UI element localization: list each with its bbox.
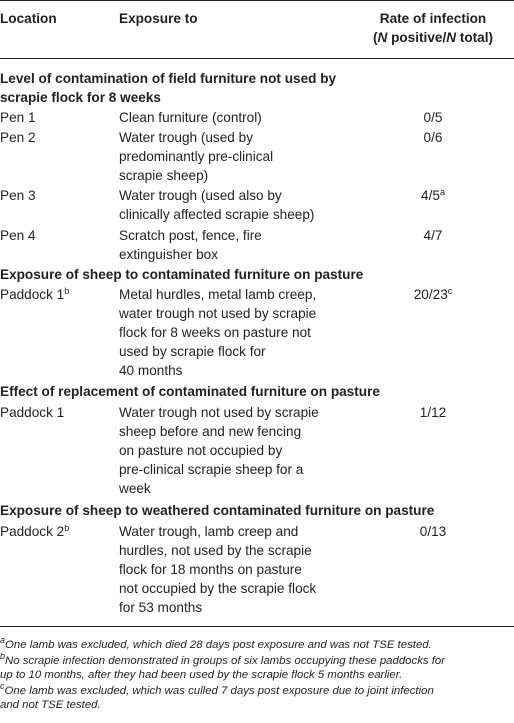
header-rate: Rate of infection	[379, 11, 487, 26]
row-rate: 4/7	[423, 228, 443, 243]
footnote: $^a$One lamb was excluded, which died 28 days post exposure and was not TSE tested.	[0, 635, 432, 651]
row-exposure: Water trough, lamb creep and	[119, 524, 299, 539]
row-rate: 4/5$^a$	[421, 187, 445, 203]
row-exposure: clinically affected scrapie sheep)	[119, 207, 315, 222]
row-exposure: predominantly pre-clinical	[119, 149, 274, 164]
row-exposure: on pasture not occupied by	[119, 443, 283, 458]
footnote-mark: b	[64, 523, 70, 533]
header-location: Location	[0, 11, 57, 26]
row-exposure: hurdles, not used by the scrapie	[119, 543, 312, 558]
row-exposure: not occupied by the scrapie flock	[119, 581, 317, 596]
row-exposure: scrapie sheep)	[119, 168, 209, 183]
row-exposure: used by scrapie flock for	[119, 344, 266, 359]
row-exposure: Water trough not used by scrapie	[119, 405, 319, 420]
row-rate: 20/23$^c$	[413, 286, 453, 302]
section-title: scrapie flock for 8 weeks	[0, 90, 161, 105]
row-exposure: flock for 8 weeks on pasture not	[119, 325, 311, 340]
row-exposure: Water trough (used by	[119, 130, 253, 145]
header-rate-sub: (N positive/N total)	[372, 30, 494, 45]
row-exposure: for 53 months	[119, 600, 203, 615]
row-location: Paddock 2$^b$	[0, 523, 70, 539]
bottom-rule	[0, 626, 514, 627]
footnote: up to 10 months, after they had been used by the scrapie flock 5 months earlier.	[0, 669, 403, 681]
row-exposure: water trough not used by scrapie	[119, 306, 317, 321]
footnote-mark: b	[64, 286, 70, 296]
section-title: Exposure of sheep to contaminated furniture on pasture	[0, 267, 364, 282]
row-exposure: sheep before and new fencing	[119, 424, 302, 439]
section-title: Level of contamination of field furniture not used by	[0, 71, 337, 86]
row-location: Pen 1	[0, 110, 36, 125]
row-exposure: week	[119, 481, 151, 496]
row-exposure: Clean furniture (control)	[119, 110, 262, 125]
footnote-mark: a	[439, 187, 445, 197]
footnote: $^b$No scrapie infection demonstrated in groups of six lambs occupying these paddocks for	[0, 651, 446, 667]
header-rule	[0, 58, 514, 59]
footnote: $^c$One lamb was excluded, which was culled 7 days post exposure due to joint infection	[0, 681, 434, 697]
row-exposure: pre-clinical scrapie sheep for a	[119, 462, 304, 477]
section-title: Exposure of sheep to weathered contaminated furniture on pasture	[0, 503, 435, 518]
row-location: Pen 4	[0, 228, 36, 243]
header-exposure: Exposure to	[119, 11, 198, 26]
top-rule	[0, 0, 514, 1]
row-rate: 1/12	[419, 405, 447, 420]
row-exposure: Metal hurdles, metal lamb creep,	[119, 287, 317, 302]
row-exposure: Scratch post, fence, fire	[119, 228, 262, 243]
row-rate: 0/6	[423, 130, 443, 145]
row-location: Paddock 1	[0, 405, 65, 420]
row-location: Paddock 1$^b$	[0, 286, 70, 302]
footnote: and not TSE tested.	[0, 699, 101, 711]
row-exposure: flock for 18 months on pasture	[119, 562, 302, 577]
row-rate: 0/13	[419, 524, 447, 539]
row-exposure: extinguisher box	[119, 247, 218, 262]
section-title: Effect of replacement of contaminated furniture on pasture	[0, 384, 380, 399]
footnote-mark: c	[447, 286, 453, 296]
row-exposure: Water trough (used also by	[119, 188, 282, 203]
row-rate: 0/5	[423, 110, 443, 125]
row-exposure: 40 months	[119, 363, 183, 378]
row-location: Pen 3	[0, 188, 36, 203]
row-location: Pen 2	[0, 130, 36, 145]
